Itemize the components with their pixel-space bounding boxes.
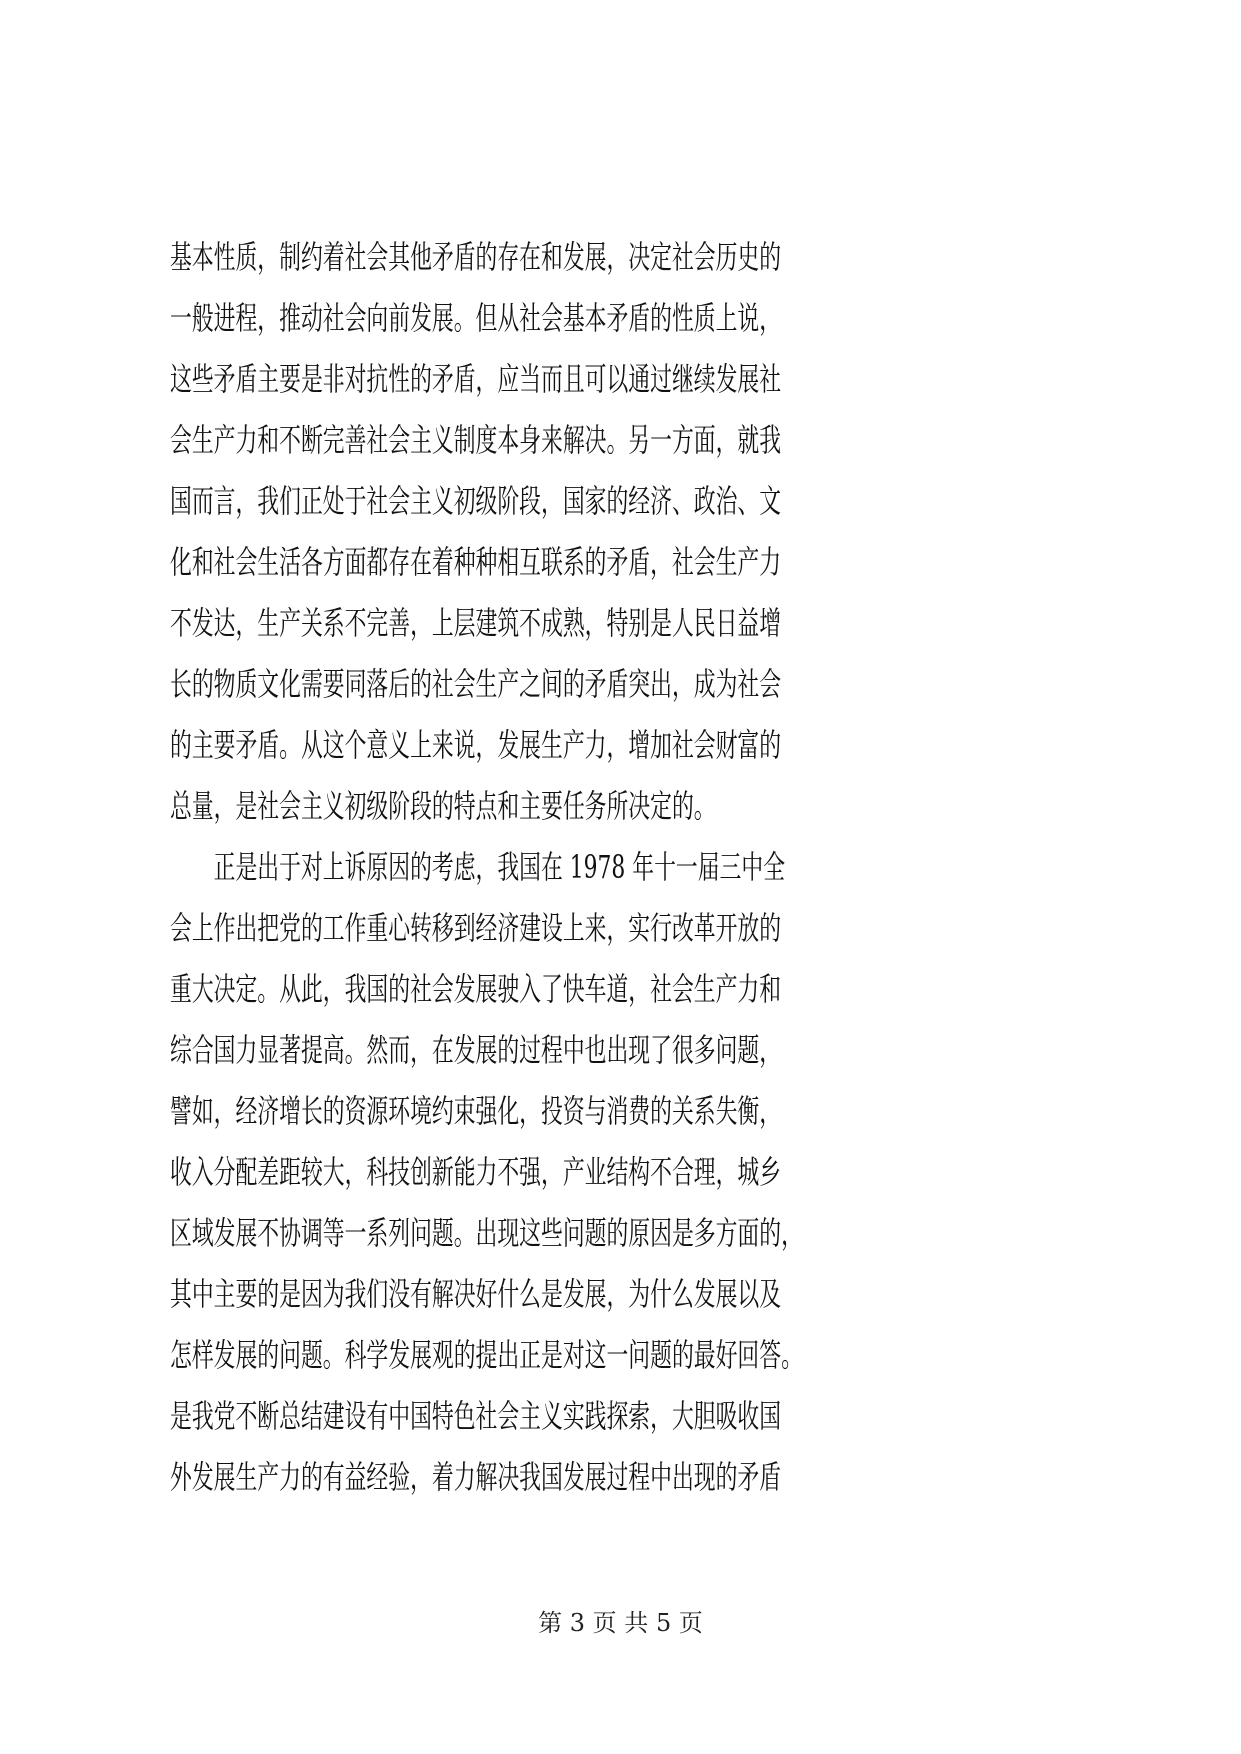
text-line: 这些矛盾主要是非对抗性的矛盾，应当而且可以通过继续发展社 [170, 360, 782, 398]
text-line: 基本性质，制约着社会其他矛盾的存在和发展，决定社会历史的 [170, 238, 782, 276]
text-line: 化和社会生活各方面都存在着种种相互联系的矛盾，社会生产力 [170, 543, 782, 581]
text-line: 譬如，经济增长的资源环境约束强化，投资与消费的关系失衡， [170, 1092, 782, 1130]
text-line: 会生产力和不断完善社会主义制度本身来解决。另一方面，就我 [170, 421, 782, 459]
text-line: 外发展生产力的有益经验，着力解决我国发展过程中出现的矛盾 [170, 1458, 782, 1496]
paragraph-start-line: 正是出于对上诉原因的考虑，我国在 1978 年十一届三中全 [213, 848, 786, 886]
text-line: 长的物质文化需要同落后的社会生产之间的矛盾突出，成为社会 [170, 665, 782, 703]
text-line: 会上作出把党的工作重心转移到经济建设上来，实行改革开放的 [170, 909, 782, 947]
text-line: 国而言，我们正处于社会主义初级阶段，国家的经济、政治、文 [170, 482, 782, 520]
text-line: 不发达，生产关系不完善，上层建筑不成熟，特别是人民日益增 [170, 604, 782, 642]
text-line: 是我党不断总结建设有中国特色社会主义实践探索，大胆吸收国 [170, 1397, 782, 1435]
text-line: 怎样发展的问题。科学发展观的提出正是对这一问题的最好回答。 [170, 1336, 803, 1374]
text-line: 重大决定。从此，我国的社会发展驶入了快车道，社会生产力和 [170, 970, 782, 1008]
text-line: 的主要矛盾。从这个意义上来说，发展生产力，增加社会财富的 [170, 726, 782, 764]
text-line: 其中主要的是因为我们没有解决好什么是发展，为什么发展以及 [170, 1275, 782, 1313]
page-number-footer: 第 3 页 共 5 页 [538, 1609, 703, 1637]
text-line: 区域发展不协调等一系列问题。出现这些问题的原因是多方面的， [170, 1214, 803, 1252]
text-line: 收入分配差距较大，科技创新能力不强，产业结构不合理，城乡 [170, 1153, 782, 1191]
text-line: 综合国力显著提高。然而，在发展的过程中也出现了很多问题， [170, 1031, 782, 1069]
body-text [170, 227, 1070, 1508]
text-line: 总量，是社会主义初级阶段的特点和主要任务所决定的。 [170, 787, 716, 825]
text-line: 一般进程，推动社会向前发展。但从社会基本矛盾的性质上说， [170, 299, 782, 337]
